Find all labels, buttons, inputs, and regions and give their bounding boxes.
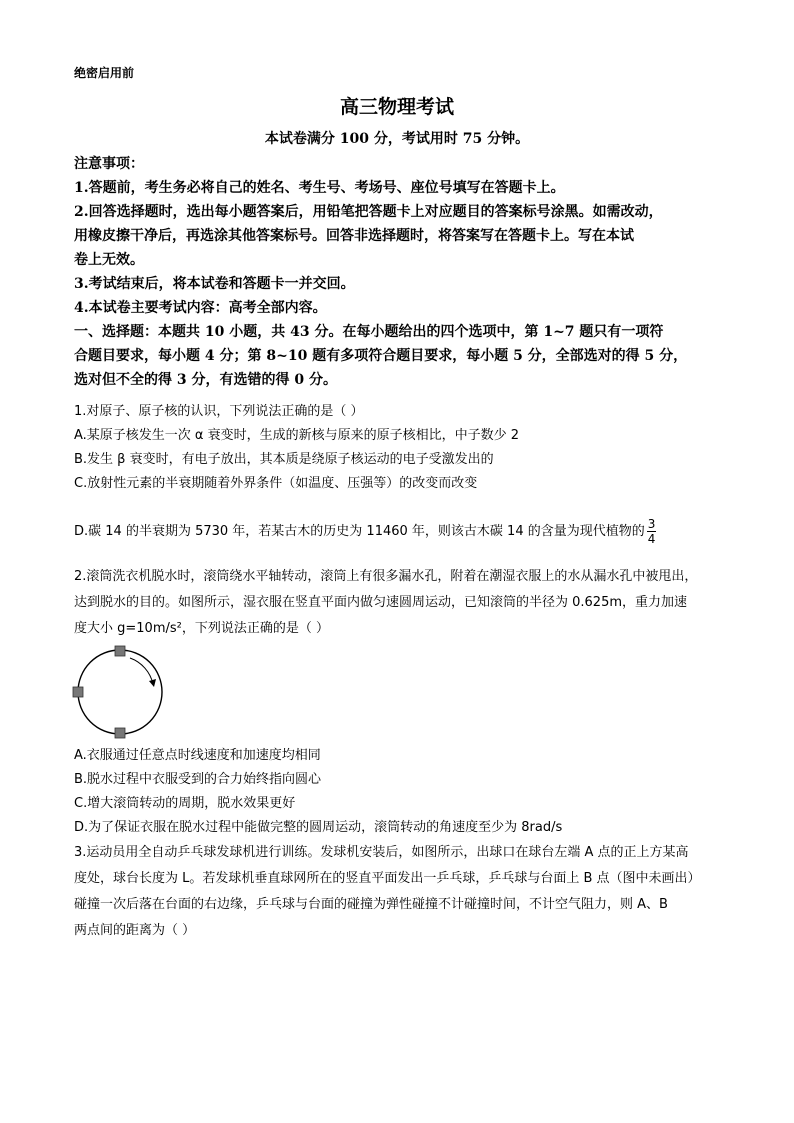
clothes-left <box>73 687 83 697</box>
option-d: D.碳 14 的半衰期为 5730 年，若某古木的历史为 11460 年，则该古木碳 14 的含量为现代植物的 <box>74 524 645 539</box>
section-heading-line: 选对但不全的得 3 分，有选错的得 0 分。 <box>74 372 337 388</box>
option-c: C.增大滚筒转动的周期，脱水效果更好 <box>74 796 296 811</box>
notice-heading: 注意事项： <box>74 156 144 172</box>
question-stem: 度处，球台长度为 L。若发球机垂直球网所在的竖直平面发出一乒乓球，乒乓球与台面上 B 点（图中未画出） <box>74 871 701 886</box>
question-1-option-d <box>74 514 722 550</box>
option-c: C.放射性元素的半衰期随着外界条件（如温度、压强等）的改变而改变 <box>74 476 478 491</box>
fraction-denominator: 4 <box>647 532 656 546</box>
notice-line: 卷上无效。 <box>74 252 144 268</box>
option-b: B.脱水过程中衣服受到的合力始终指向圆心 <box>74 772 322 787</box>
question-1 <box>74 400 722 496</box>
question-3 <box>74 840 722 944</box>
fraction <box>647 517 657 546</box>
question-2 <box>74 564 722 642</box>
option-b: B.发生 β 衰变时，有电子放出，其本质是绕原子核运动的电子受激发出的 <box>74 452 494 467</box>
notice-line: 用橡皮擦干净后，再选涂其他答案标号。回答非选择题时，将答案写在答题卡上。写在本试 <box>74 228 634 244</box>
section-heading-line: 一、选择题：本题共 10 小题，共 43 分。在每小题给出的四个选项中，第 1~7 题只有一项符 <box>74 324 664 340</box>
question-stem: 2.滚筒洗衣机脱水时，滚筒绕水平轴转动，滚筒上有很多漏水孔，附着在潮湿衣服上的水从漏水孔中被甩出， <box>74 569 698 584</box>
question-stem: 两点间的距离为（ ） <box>74 923 196 938</box>
section-heading-line: 合题目要求，每小题 4 分；第 8~10 题有多项符合题目要求，每小题 5 分，全部选对的得 5 分， <box>74 348 688 364</box>
question-2-options <box>74 744 722 840</box>
clothes-top <box>115 646 125 656</box>
notice-line: 4.本试卷主要考试内容：高考全部内容。 <box>74 300 327 316</box>
notice-line: 3.考试结束后，将本试卷和答题卡一并交回。 <box>74 276 355 292</box>
exam-title: 高三物理考试 <box>339 96 454 118</box>
option-a: A.某原子核发生一次 α 衰变时，生成的新核与原来的原子核相比，中子数少 2 <box>74 428 520 443</box>
question-stem: 度大小 g=10m/s²，下列说法正确的是（ ） <box>74 621 329 636</box>
notice-section <box>74 152 722 392</box>
fraction-numerator: 3 <box>647 517 656 531</box>
rotation-arrowhead <box>149 679 156 687</box>
question-stem: 3.运动员用全自动乒乓球发球机进行训练。发球机安装后，如图所示，出球口在球台左端 A 点的正上方某高 <box>74 845 689 860</box>
drum-diagram <box>72 644 168 740</box>
question-stem: 碰撞一次后落在台面的右边缘，乒乓球与台面的碰撞为弹性碰撞不计碰撞时间，不计空气阻力，则 A、B <box>74 897 668 912</box>
notice-line: 2.回答选择题时，选出每小题答案后，用铅笔把答题卡上对应题目的答案标号涂黑。如需改动， <box>74 204 663 220</box>
secret-mark: 绝密启用前 <box>74 66 135 80</box>
drum-circle <box>78 650 162 734</box>
exam-subtitle: 本试卷满分 100 分，考试用时 75 分钟。 <box>264 131 530 147</box>
clothes-bottom <box>115 728 125 738</box>
option-a: A.衣服通过任意点时线速度和加速度均相同 <box>74 748 321 763</box>
question-stem: 1.对原子、原子核的认识，下列说法正确的是（ ） <box>74 404 364 419</box>
question-stem: 达到脱水的目的。如图所示，湿衣服在竖直平面内做匀速圆周运动，已知滚筒的半径为 0.625m，重力加速 <box>74 595 688 610</box>
notice-line: 1.答题前，考生务必将自己的姓名、考生号、考场号、座位号填写在答题卡上。 <box>74 180 565 196</box>
option-d: D.为了保证衣服在脱水过程中能做完整的圆周运动，滚筒转动的角速度至少为 8rad/s <box>74 820 563 835</box>
